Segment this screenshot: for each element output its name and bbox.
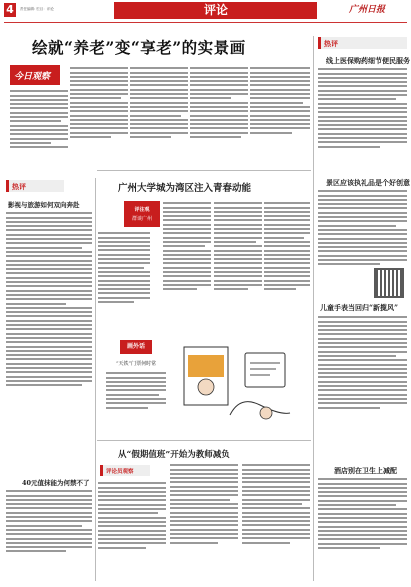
lead-article-col3 (130, 65, 188, 165)
cartoon-text (106, 370, 166, 430)
center-article-col2 (163, 200, 211, 330)
bottom-tag-bar (100, 465, 103, 476)
cartoon-badge-label: 画外话 (126, 343, 145, 350)
bottom-tag-label: 评论员观察 (106, 469, 134, 475)
center-badge (124, 201, 160, 227)
right-head-2: 景区应该执礼品是个好创意 (326, 178, 410, 187)
lead-article-col1 (10, 88, 68, 166)
today-badge (10, 65, 60, 85)
bottom-article-col1 (98, 480, 166, 584)
right-article-1 (318, 66, 407, 176)
right-tag-label: 热评 (324, 39, 338, 48)
today-label: 今日观察 (14, 72, 51, 82)
cartoon-svg (170, 335, 308, 435)
right-tag (318, 37, 407, 49)
bottom-article-col2 (170, 462, 238, 584)
lead-article-col2 (70, 65, 128, 165)
center-article-col3 (214, 200, 262, 330)
cartoon-illustration (170, 335, 308, 435)
lead-article-col4 (190, 65, 248, 165)
qr-code (376, 270, 402, 296)
cartoon-badge (120, 340, 152, 354)
left-head-2: 40元值抹能为何禁不了 (22, 479, 90, 487)
center-article-col4 (264, 200, 310, 330)
right-article-4 (318, 476, 407, 584)
left-tag-bar (6, 180, 9, 192)
left-article-2 (6, 488, 92, 584)
center-badge-label-1: 评注观 (134, 207, 150, 213)
masthead-logo: 广州日报 (349, 5, 386, 15)
masthead-rule (4, 22, 407, 23)
bottom-head: 从“假期值班”开始为教师减负 (118, 450, 230, 460)
center-article-col1 (98, 230, 150, 330)
left-article-1 (6, 210, 92, 472)
center-top-rule (97, 170, 311, 171)
right-article-3 (318, 314, 407, 454)
center-head: 广州大学城为湾区注入青春动能 (118, 183, 252, 194)
right-tag-bar (318, 37, 321, 49)
cartoon-caption: “天铁”门票何时常 (116, 361, 157, 367)
left-head-1: 影视与旅游如何双向奔赴 (8, 201, 80, 209)
left-col-divider (95, 178, 96, 581)
right-head-3: 儿童手表当回归“新揽风” (320, 303, 399, 312)
right-head-4: 酒店别在卫生上减配 (334, 466, 397, 475)
bottom-rule (97, 440, 311, 441)
center-badge-label-2: 群谈广州 (131, 216, 152, 222)
page-number: 4 (4, 3, 16, 17)
masthead-meta: 责任编辑: 栏目：评论 (20, 7, 54, 11)
masthead (4, 2, 407, 24)
left-tag (6, 180, 64, 192)
bottom-article-col3 (242, 462, 310, 584)
lead-article-col5 (250, 65, 310, 165)
left-tag-label: 热评 (12, 182, 26, 191)
bottom-tag (100, 465, 150, 476)
section-title: 评论 (203, 3, 228, 17)
right-head-1: 线上医保购药细节便民服务 (326, 56, 410, 65)
right-col-divider (313, 36, 314, 581)
main-title: 绘就“养老”变“享老”的实景画 (32, 38, 246, 57)
